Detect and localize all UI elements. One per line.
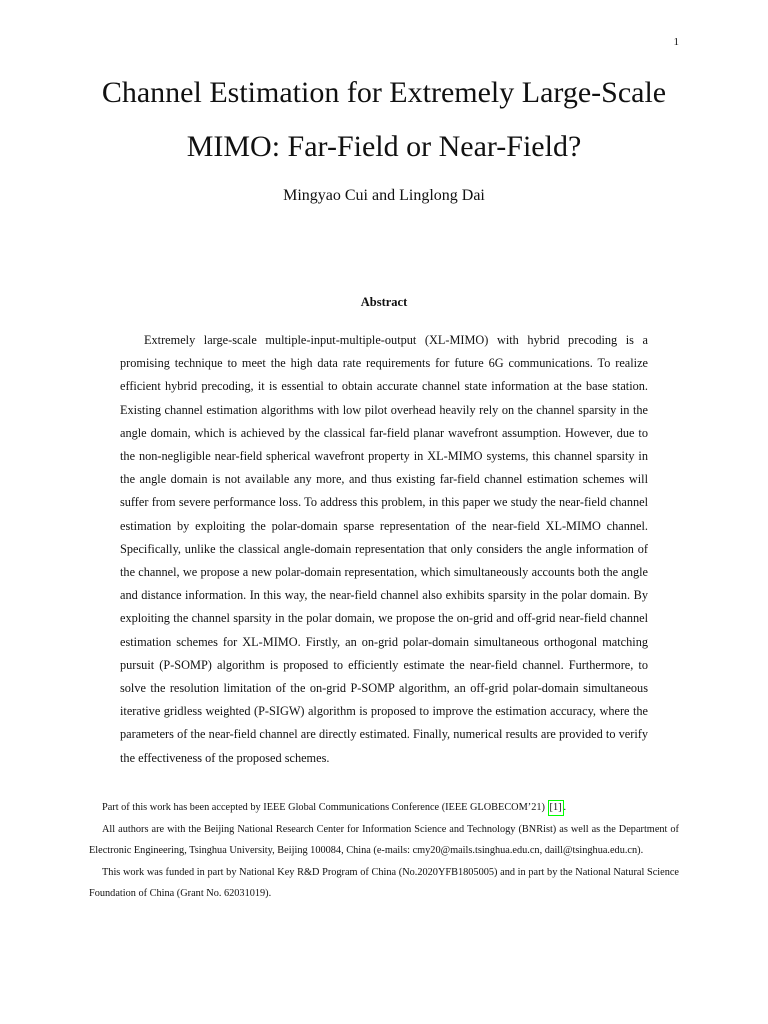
citation-link[interactable]: [1] [548,800,564,816]
page-number: 1 [673,36,679,48]
footnote-funding: This work was funded in part by National Key R&D Program of China (No.2020YFB1805005) and in part by the National Natural Science Foundation of China (Grant No. 62031019). [89,866,679,899]
paper-title: Channel Estimation for Extremely Large-Scale MIMO: Far-Field or Near-Field? [101,76,667,163]
footnotes [89,797,679,905]
abstract-heading: Abstract [360,295,408,309]
footnote-conference-end: . [563,802,567,813]
footnote-affiliation: All authors are with the Beijing National Research Center for Information Science and Technology (BNRist) as well as the Department of Electronic Engineering, Tsinghua University, Beijing 100084, China (e-mails: cmy20@mails.tsinghua.edu.cn, daill@tsinghua.edu.cn). [89,823,679,856]
footnote-conference [89,797,679,819]
abstract-body: Extremely large-scale multiple-input-multiple-output (XL-MIMO) with hybrid precoding is a promising technique to meet the high data rate requirements for future 6G communications. To realize efficient hybrid precoding, it is essential to obtain accurate channel state information at the base station. Existing channel estimation algorithms with low pilot overhead heavily rely on the channel sparsity in the angle domain, which is achieved by the classical far-field planar wavefront assumption. However, due to the non-negligible near-field spherical wavefront property in XL-MIMO systems, this channel sparsity in the angle domain is not available any more, and thus existing far-field channel estimation schemes will suffer from severe performance loss. To address this problem, in this paper we study the near-field channel estimation by exploiting the polar-domain sparse representation of the near-field XL-MIMO channel. Specifically, unlike the classical angle-domain representation that only considers the angle information of the channel, we propose a new polar-domain representation, which simultaneously accounts both the angle and distance information. In this way, the near-field channel also exhibits sparsity in the polar domain. By exploiting the channel sparsity in the polar domain, we propose the on-grid and off-grid near-field channel estimation schemes for XL-MIMO. Firstly, an on-grid polar-domain simultaneous orthogonal matching pursuit (P-SOMP) algorithm is proposed to efficiently estimate the near-field channel. Furthermore, to solve the resolution limitation of the on-grid P-SOMP algorithm, an off-grid polar-domain simultaneous iterative gridless weighted (P-SIGW) algorithm is proposed to improve the estimation accuracy, where the parameters of the near-field channel are directly estimated. Finally, numerical results are provided to verify the effectiveness of the proposed schemes. [120,333,648,765]
author-list: Mingyao Cui and Linglong Dai [283,187,485,204]
footnote-conference-text: Part of this work has been accepted by IEEE Global Communications Conference (IEEE GLOBECOM’21) [102,802,548,813]
